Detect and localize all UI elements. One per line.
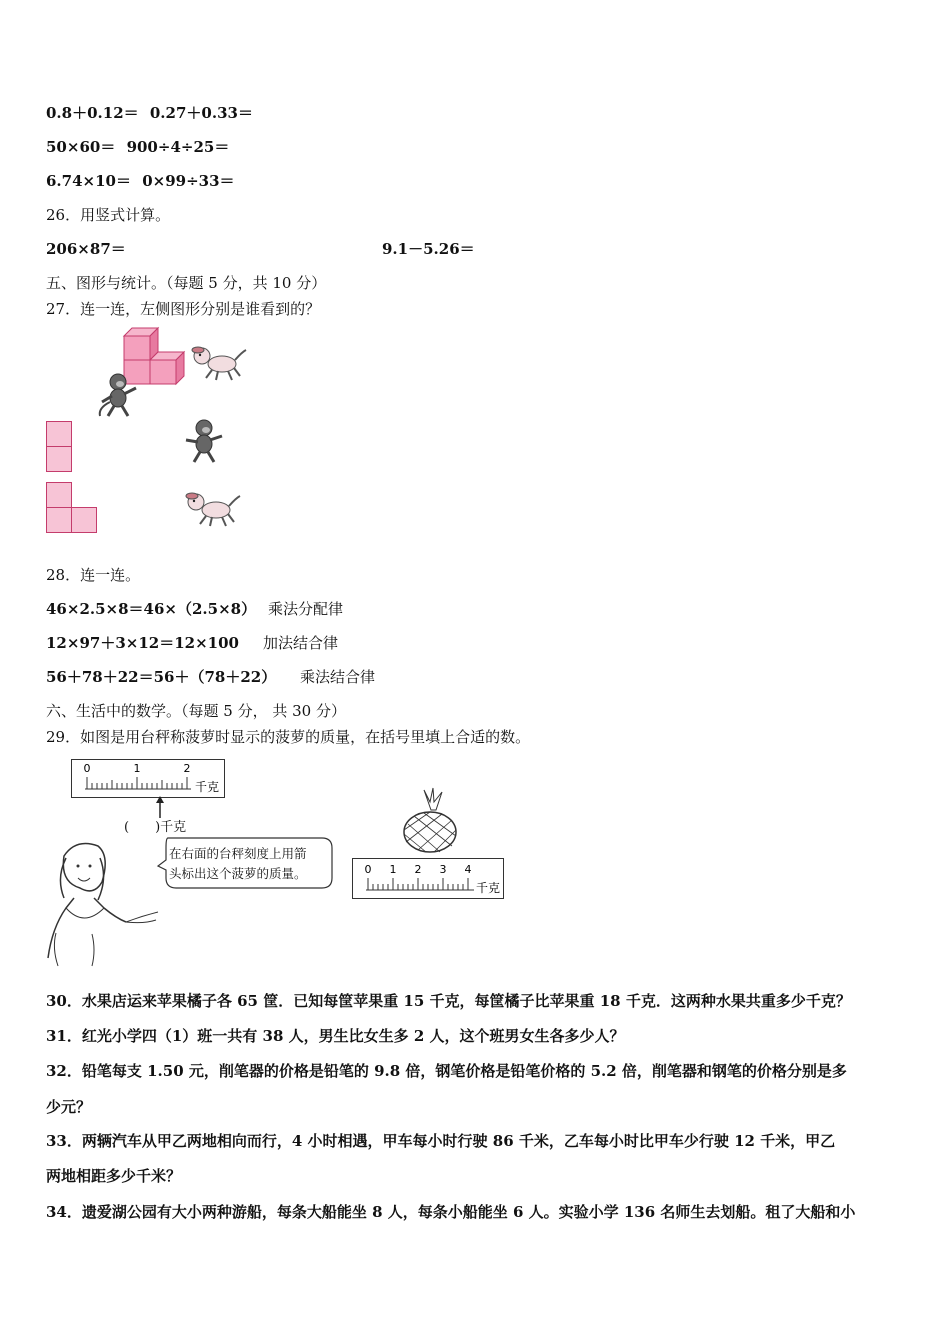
scale-2-tick-3: 3	[439, 863, 447, 876]
scale-1-tick-1: 1	[133, 762, 141, 775]
pineapple-icon	[400, 788, 462, 856]
teacher-figure	[46, 838, 164, 968]
question-28-expr-2: 12×97＋3×12＝12×100	[46, 634, 239, 652]
section-5-heading: 五、图形与统计。（每题 5 分，共 10 分）	[46, 274, 327, 292]
question-28-expr-3: 56＋78＋22＝56＋（78＋22）	[46, 668, 277, 686]
question-31: 31．红光小学四（1）班一共有 38 人，男生比女生多 2 人，这个班男女生各多少人？	[46, 1027, 625, 1045]
question-32-line-1: 32．铅笔每支 1.50 元，削笔器的价格是铅笔的 9.8 倍，钢笔价格是铅笔价格的 5.2 倍，削笔器和钢笔的价格分别是多	[46, 1062, 847, 1080]
question-34: 34．遗爱湖公园有大小两种游船，每条大船能坐 8 人，每条小船能坐 6 人。实验小学 136 名师生去划船。租了大船和小	[46, 1203, 856, 1221]
scale-1-tick-2: 2	[183, 762, 191, 775]
scale-2-tick-0: 0	[364, 863, 372, 876]
calc-row-1	[46, 102, 253, 123]
calc-expr: 900÷4÷25＝	[126, 138, 230, 156]
speech-line-2: 头标出这个菠萝的质量。	[169, 866, 307, 881]
question-26-right: 9.1－5.26＝	[382, 240, 475, 258]
monkey-icon-2	[182, 418, 228, 464]
dog-icon	[188, 342, 248, 384]
question-33-line-2: 两地相距多少千米？	[46, 1167, 182, 1185]
scale-2-tick-2: 2	[414, 863, 422, 876]
question-33-line-1: 33．两辆汽车从甲乙两地相向而行，4 小时相遇，甲车每小时行驶 86 千米，乙车每小时比甲车少行驶 12 千米，甲乙	[46, 1132, 836, 1150]
question-28-title: 28．连一连。	[46, 566, 141, 584]
question-28-expr-1: 46×2.5×8＝46×（2.5×8）	[46, 600, 257, 618]
front-view-shape	[46, 421, 73, 473]
question-28-law-3: 乘法结合律	[300, 668, 376, 686]
question-28-law-2: 加法结合律	[263, 634, 339, 652]
calc-row-3	[46, 170, 235, 191]
calc-expr: 0.27＋0.33＝	[149, 104, 253, 122]
dog-icon-2	[182, 488, 242, 530]
question-29-title: 29．如图是用台秤称菠萝时显示的菠萝的质量，在括号里填上合适的数。	[46, 728, 531, 746]
scale-1-unit: 千克	[195, 780, 220, 794]
question-26-title: 26．用竖式计算。	[46, 206, 171, 224]
scale-2-tick-1: 1	[389, 863, 397, 876]
calc-expr: 6.74×10＝	[46, 172, 131, 190]
scale-1	[71, 759, 225, 801]
question-32-line-2: 少元？	[46, 1098, 92, 1116]
question-26-left: 206×87＝	[46, 240, 126, 258]
calc-expr: 0×99÷33＝	[142, 172, 235, 190]
side-view-shape	[46, 482, 98, 534]
calc-expr: 50×60＝	[46, 138, 116, 156]
scale-2	[352, 858, 504, 902]
section-6-heading: 六、生活中的数学。（每题 5 分， 共 30 分）	[46, 702, 346, 720]
calc-expr: 0.8＋0.12＝	[46, 104, 139, 122]
speech-line-1: 在右面的台秤刻度上用箭	[169, 846, 307, 861]
speech-text	[169, 844, 307, 884]
answer-blank: ( )千克	[124, 820, 187, 835]
calc-row-2	[46, 136, 229, 157]
question-27-title: 27．连一连，左侧图形分别是谁看到的？	[46, 300, 321, 318]
scale-2-tick-4: 4	[464, 863, 472, 876]
question-28-law-1: 乘法分配律	[268, 600, 344, 618]
scale-2-unit: 千克	[476, 881, 501, 895]
question-30: 30．水果店运来苹果橘子各 65 筐．已知每筐苹果重 15 千克，每筐橘子比苹果重 18 千克．这两种水果共重多少千克？	[46, 992, 851, 1010]
monkey-icon	[94, 372, 140, 418]
scale-1-tick-0: 0	[83, 762, 91, 775]
